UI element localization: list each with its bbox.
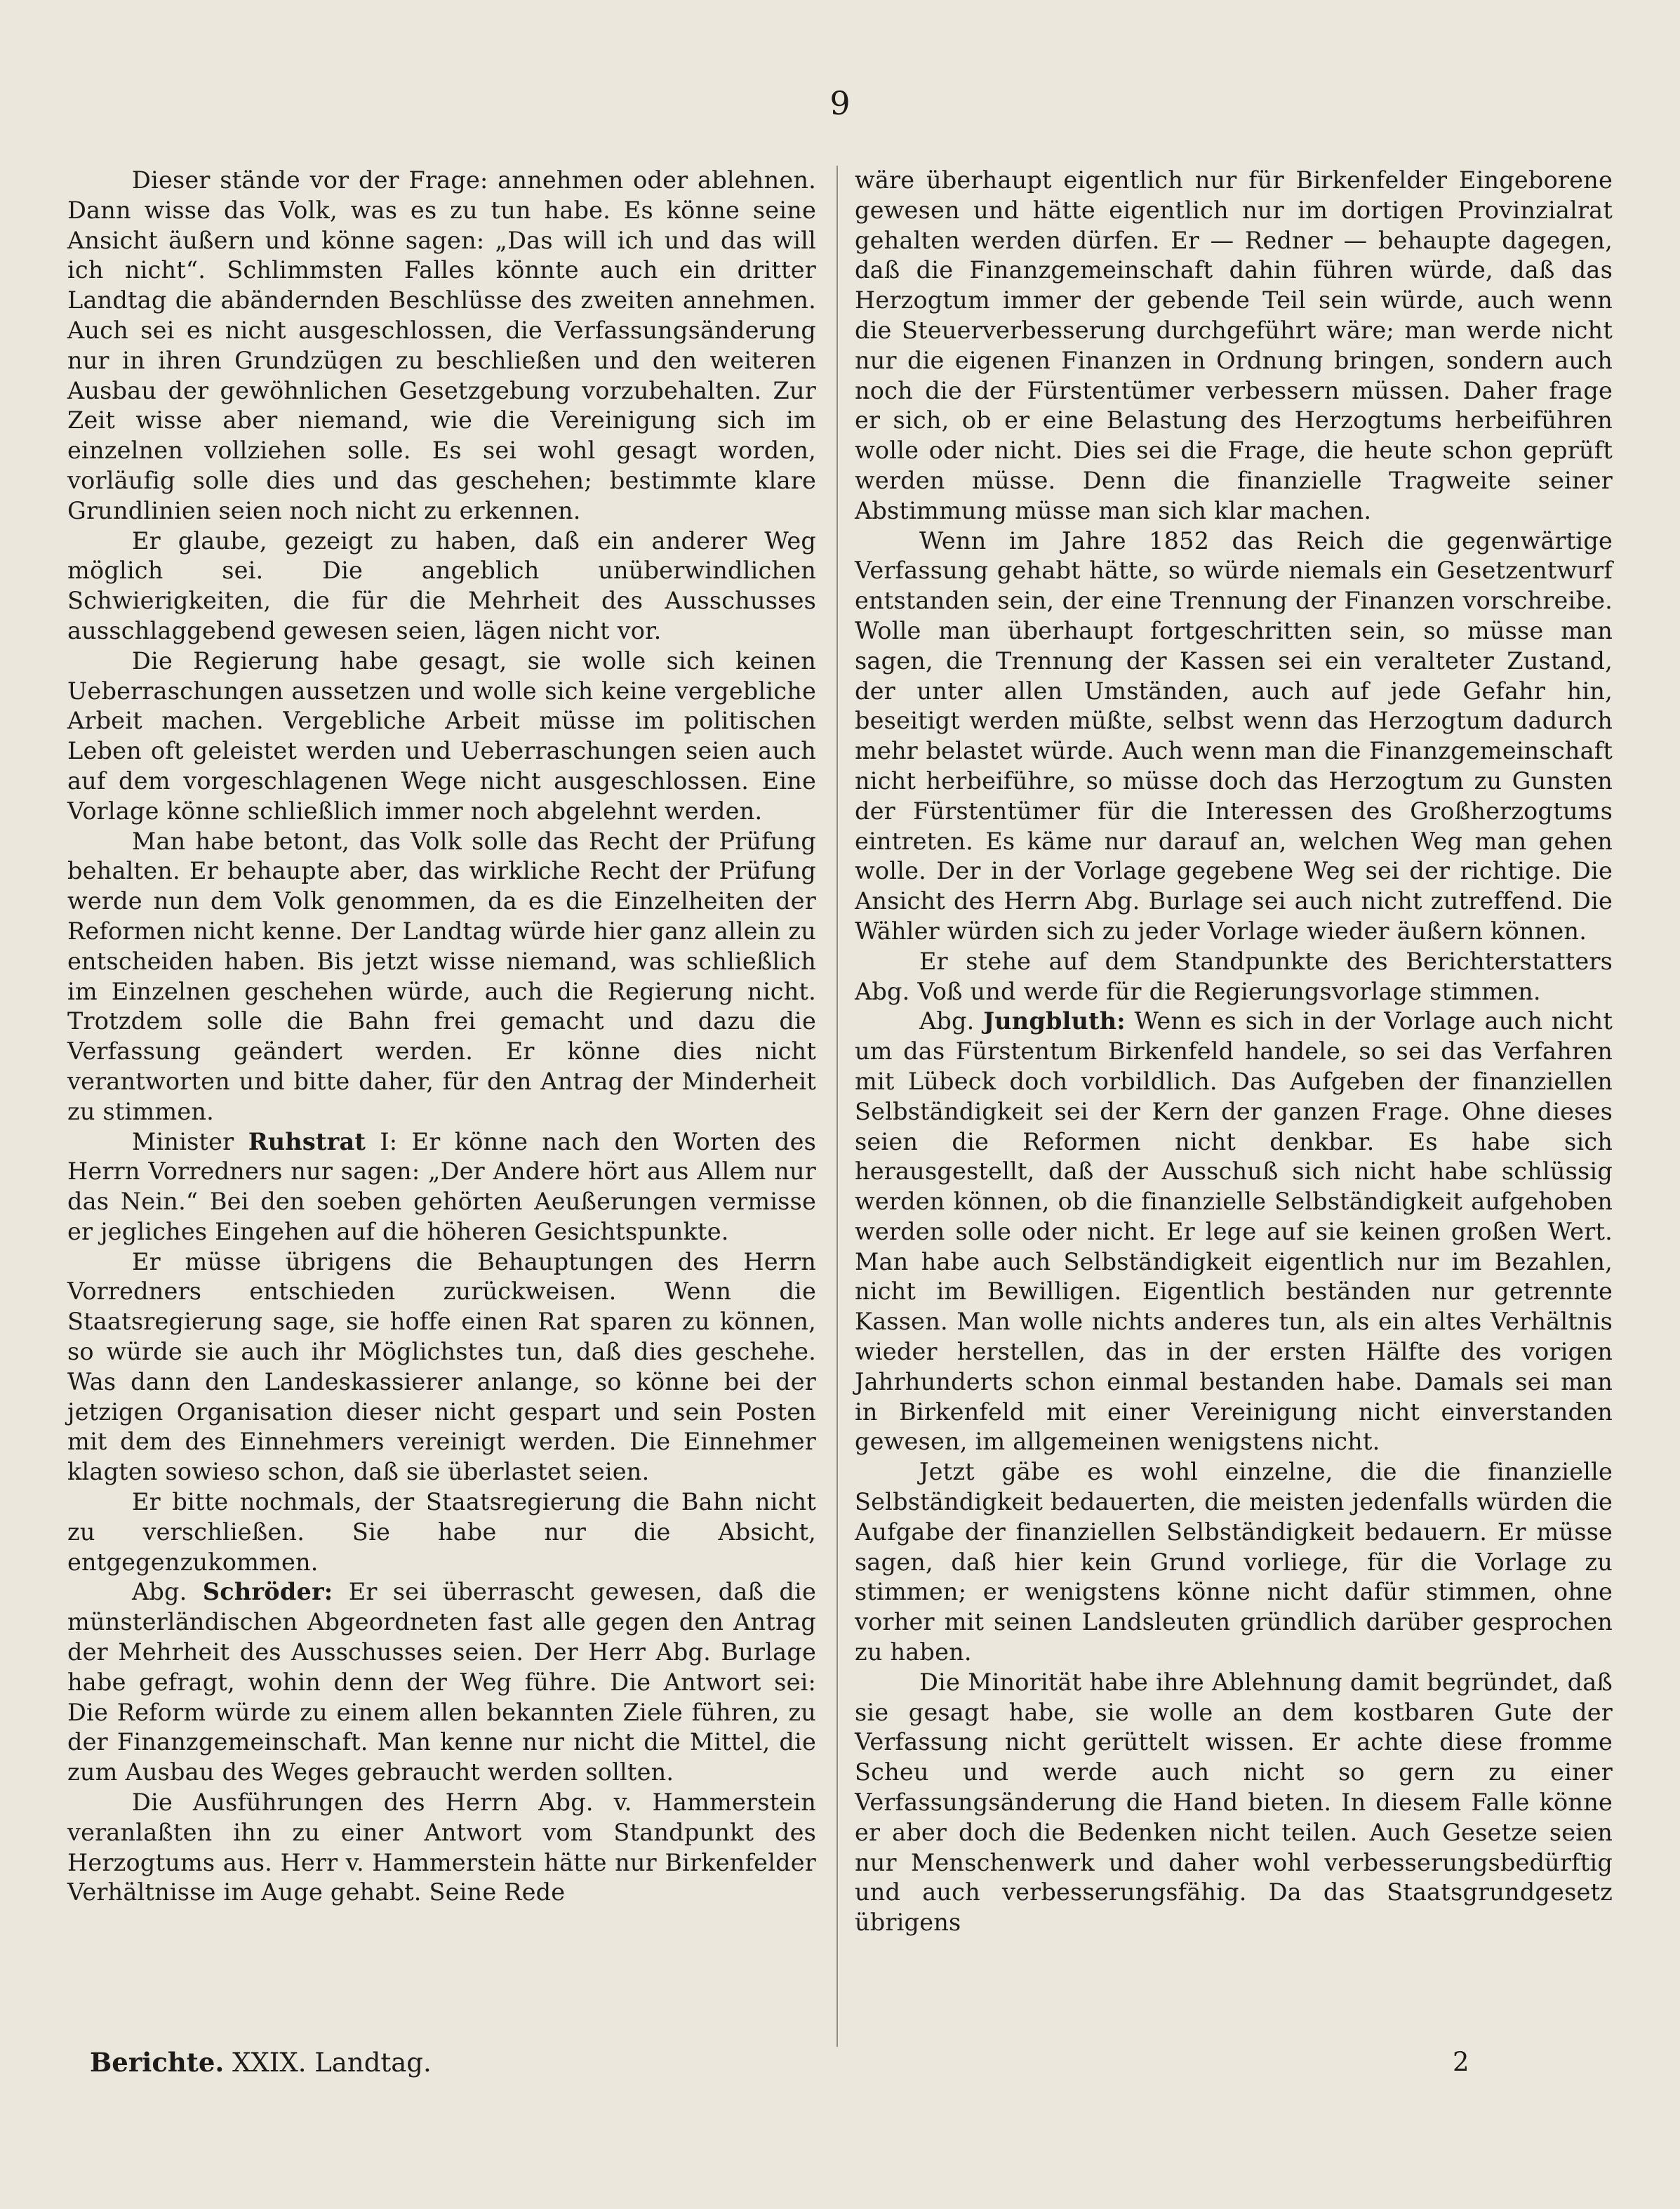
paragraph: Er müsse übrigens die Behauptungen des Herrn Vorredners entschieden zurückweisen. Wenn die Staatsregierung sage, sie hoffe einen Rat sparen zu können, so würde sie auch ihr Möglichstes tun, daß dies geschehe. Was dann den Landeskassierer anlange, so könne bei der jetzigen Organisation dieser nicht gespart und sein Posten mit dem des Einnehmers vereinigt werden. Die Einnehmer klagten sowieso schon, daß sie überlastet seien. <box>67 1247 816 1486</box>
paragraph <box>855 1007 1613 1457</box>
speaker-title: Minister <box>132 1127 248 1155</box>
left-column <box>67 166 816 1908</box>
paragraph: Man habe betont, das Volk solle das Recht der Prüfung behalten. Er behaupte aber, das wirkliche Recht der Prüfung werde nun dem Volk genommen, da es die Einzelheiten der Reformen nicht kenne. Der Landtag würde hier ganz allein zu entscheiden haben. Bis jetzt wisse niemand, was schließlich im Einzelnen geschehen würde, auch die Regierung nicht. Trotzdem solle die Bahn frei gemacht und dazu die Verfassung geändert werden. Er könne dies nicht verantworten und bitte daher, für den Antrag der Minderheit zu stimmen. <box>67 827 816 1125</box>
speaker-name: Jungbluth: <box>983 1007 1126 1035</box>
signature-mark: 2 <box>1453 2047 1469 2077</box>
speaker-name: Ruhstrat <box>248 1127 366 1155</box>
paragraph: Jetzt gäbe es wohl einzelne, die die finanzielle Selbständigkeit bedauerten, die meisten jedenfalls würden die Aufgabe der finanziellen Selbständigkeit bedauern. Er müsse sagen, daß hier kein Grund vorliege, für die Vorlage zu stimmen; er wenigstens könne nicht dafür stimmen, ohne vorher mit seinen Landsleuten gründlich darüber gesprochen zu haben. <box>855 1458 1613 1666</box>
paragraph: Die Regierung habe gesagt, sie wolle sich keinen Ueberraschungen aussetzen und wolle sich keine vergebliche Arbeit machen. Vergebliche Arbeit müsse im politischen Leben oft geleistet werden und Ueberraschungen seien auch auf dem vorgeschlagenen Wege nicht ausgeschlossen. Eine Vorlage könne schließlich immer noch abgelehnt werden. <box>67 646 816 825</box>
speech-text: Er sei überrascht gewesen, daß die münsterländischen Abgeordneten fast alle gegen den Antrag der Mehrheit des Ausschusses seien. Der Herr Abg. Burlage habe gefragt, wohin denn der Weg führe. Die Antwort sei: Die Reform würde zu einem allen bekannten Ziele führen, zu der Finanzgemeinschaft. Man kenne nur nicht die Mittel, die zum Ausbau des Weges gebraucht werden sollten. <box>67 1578 816 1786</box>
footer-title-bold: Berichte. <box>90 2047 225 2078</box>
paragraph: Er glaube, gezeigt zu haben, daß ein anderer Weg möglich sei. Die angeblich unüberwindlichen Schwierigkeiten, die für die Mehrheit des Ausschusses ausschlaggebend gewesen seien, lägen nicht vor. <box>67 526 816 644</box>
footer-title <box>90 2047 432 2078</box>
paragraph: wäre überhaupt eigentlich nur für Birkenfelder Eingeborene gewesen und hätte eigentlich nur im dortigen Provinzialrat gehalten werden dürfen. Er — Redner — behaupte dagegen, daß die Finanzgemeinschaft dahin führen würde, daß das Herzogtum immer der gebende Teil sein würde, auch wenn die Steuerverbesserung durchgeführt wäre; man werde nicht nur die eigenen Finanzen in Ordnung bringen, sondern auch noch die der Fürstentümer verbessern müssen. Daher frage er sich, ob er eine Belastung des Herzogtums herbeiführen wolle oder nicht. Dies sei die Frage, die heute schon geprüft werden müsse. Denn die finanzielle Tragweite seiner Abstimmung müsse man sich klar machen. <box>855 166 1613 524</box>
right-column <box>855 166 1613 1938</box>
paragraph: Er stehe auf dem Standpunkte des Berichterstatters Abg. Voß und werde für die Regierungsvorlage stimmen. <box>855 947 1613 1005</box>
footer-title-rest: XXIX. Landtag. <box>224 2048 432 2078</box>
speech-text: Wenn es sich in der Vorlage auch nicht um das Fürstentum Birkenfeld handele, so sei das Verfahren mit Lübeck doch vorbildlich. Das Aufgeben der finanziellen Selbständigkeit sei der Kern der ganzen Frage. Ohne dieses seien die Reformen nicht denkbar. Es habe sich herausgestellt, daß der Ausschuß sich nicht habe schlüssig werden können, ob die finanzielle Selbständigkeit aufgehoben werden solle oder nicht. Er lege auf sie keinen großen Wert. Man habe auch Selbständigkeit eigentlich nur im Bezahlen, nicht im Bewilligen. Eigentlich beständen nur getrennte Kassen. Man wolle nichts anderes tun, als ein altes Verhältnis wieder herstellen, das in der ersten Hälfte des vorigen Jahrhunderts schon einmal bestanden habe. Damals sei man in Birkenfeld mit einer Vereinigung nicht einverstanden gewesen, im allgemeinen wenigstens nicht. <box>855 1007 1613 1456</box>
speaker-title: Abg. <box>132 1578 203 1606</box>
paragraph: Die Minorität habe ihre Ablehnung damit begründet, daß sie gesagt habe, sie wolle an dem kostbaren Gute der Verfassung nicht gerüttelt wissen. Er achte diese fromme Scheu und werde auch nicht so gern zu einer Verfassungsänderung die Hand bieten. In diesem Falle könne er aber doch die Bedenken nicht teilen. Auch Gesetze seien nur Menschenwerk und daher wohl verbesserungsbedürftig und auch verbesserungsfähig. Da das Staatsgrundgesetz übrigens <box>855 1668 1613 1937</box>
paragraph: Er bitte nochmals, der Staatsregierung die Bahn nicht zu verschließen. Sie habe nur die Absicht, entgegenzukommen. <box>67 1488 816 1576</box>
column-divider <box>836 166 838 2047</box>
page-number: 9 <box>829 84 851 122</box>
speech-text: I: Er könne nach den Worten des Herrn Vorredners nur sagen: „Der Andere hört aus Allem nur das Nein.“ Bei den soeben gehörten Aeußerungen vermisse er jegliches Eingehen auf die höheren Gesichtspunkte. <box>67 1127 816 1245</box>
paragraph <box>67 1127 816 1247</box>
paragraph: Dieser stände vor der Frage: annehmen oder ablehnen. Dann wisse das Volk, was es zu tun habe. Es könne seine Ansicht äußern und könne sagen: „Das will ich und das will ich nicht“. Schlimmsten Falles könnte auch ein dritter Landtag die abändernden Beschlüsse des zweiten annehmen. Auch sei es nicht ausgeschlossen, die Verfassungsänderung nur in ihren Grundzügen zu beschließen und den weiteren Ausbau der gewöhnlichen Gesetzgebung vorzubehalten. Zur Zeit wisse aber niemand, wie die Vereinigung sich im einzelnen vollziehen solle. Es sei wohl gesagt worden, vorläufig solle dies und das geschehen; bestimmte klare Grundlinien seien noch nicht zu erkennen. <box>67 166 816 524</box>
speaker-title: Abg. <box>919 1007 984 1035</box>
paragraph <box>67 1577 816 1788</box>
speaker-name: Schröder: <box>202 1578 333 1606</box>
paragraph: Die Ausführungen des Herrn Abg. v. Hammerstein veranlaßten ihn zu einer Antwort vom Standpunkt des Herzogtums aus. Herr v. Hammerstein hätte nur Birkenfelder Verhältnisse im Auge gehabt. Seine Rede <box>67 1789 816 1906</box>
paragraph: Wenn im Jahre 1852 das Reich die gegenwärtige Verfassung gehabt hätte, so würde niemals ein Gesetzentwurf entstanden sein, der eine Trennung der Finanzen vorschreibe. Wolle man überhaupt fortgeschritten sein, so müsse man sagen, die Trennung der Kassen sei ein veralteter Zustand, der unter allen Umständen, auch auf jede Gefahr hin, beseitigt werden müßte, selbst wenn das Herzogtum dadurch mehr belastet würde. Auch wenn man die Finanzgemeinschaft nicht herbeiführe, so müsse doch das Herzogtum zu Gunsten der Fürstentümer für die Interessen des Großherzogtums eintreten. Es käme nur darauf an, welchen Weg man gehen wolle. Der in der Vorlage gegebene Weg sei der richtige. Die Ansicht des Herrn Abg. Burlage sei auch nicht zutreffend. Die Wähler würden sich zu jeder Vorlage wieder äußern können. <box>855 526 1613 945</box>
